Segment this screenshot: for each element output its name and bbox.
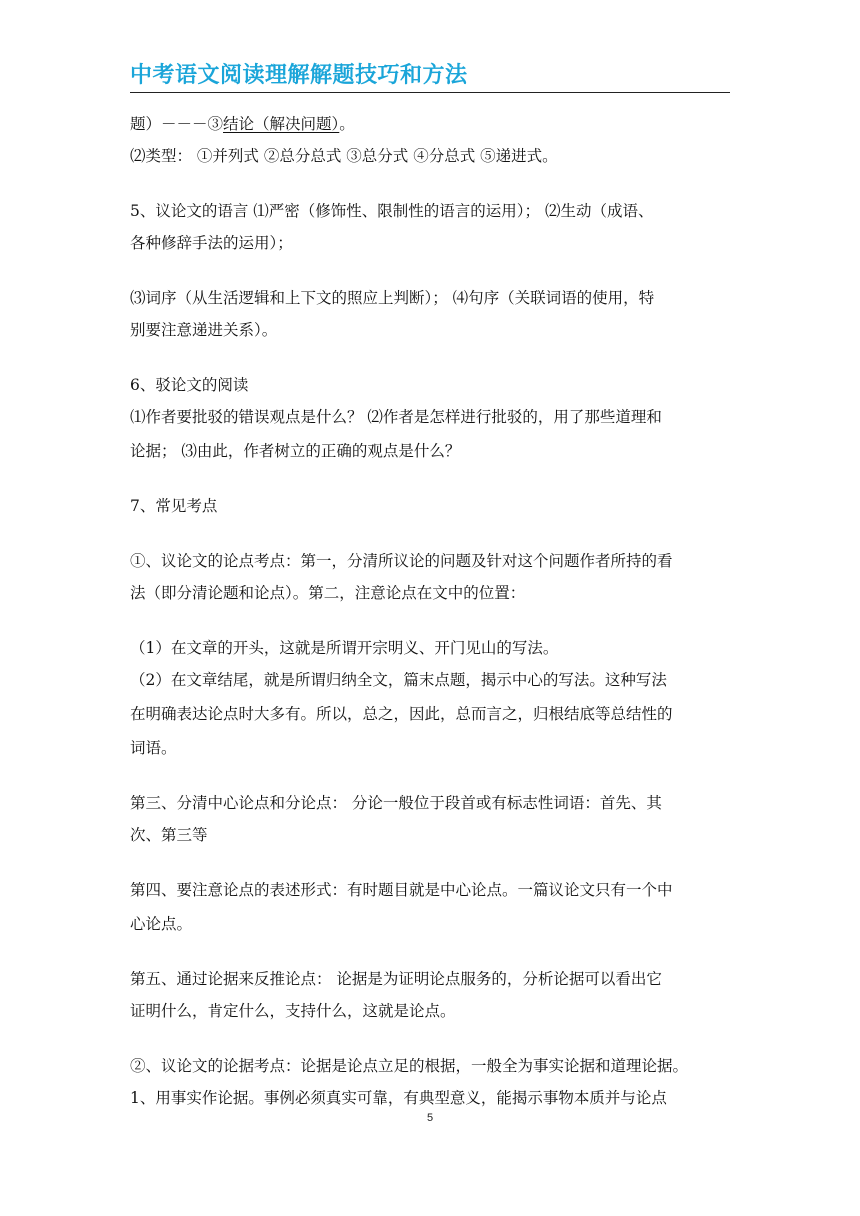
text-span: 。	[339, 115, 355, 133]
text-line: 第五、通过论据来反推论点： 论据是为证明论点服务的，分析论据可以看出它	[130, 970, 662, 988]
underlined-text: 结论（解决问题）	[223, 115, 340, 133]
text-span: 题）－－－③	[130, 115, 224, 133]
text-line: 词语。	[130, 739, 177, 757]
text-line: 在明确表达论点时大多有。所以，总之，因此，总而言之，归根结底等总结性的	[130, 705, 673, 723]
text-line: （1）在文章的开头，这就是所谓开宗明义、开门见山的写法。	[130, 639, 559, 657]
text-line: ⑵类型： ①并列式 ②总分总式 ③总分式 ④分总式 ⑤递进式。	[130, 147, 558, 165]
text-line: 证明什么，肯定什么，支持什么，这就是论点。	[130, 1002, 456, 1020]
text-line: 心论点。	[130, 915, 193, 933]
header-divider	[130, 92, 730, 93]
text-line: （2）在文章结尾，就是所谓归纳全文，篇末点题，揭示中心的写法。这种写法	[130, 671, 667, 689]
text-line: ⑴作者要批驳的错误观点是什么？ ⑵作者是怎样进行批驳的，用了那些道理和	[130, 408, 662, 426]
section-heading: 7、常见考点	[130, 497, 218, 515]
text-line: ⑶词序（从生活逻辑和上下文的照应上判断）； ⑷句序（关联词语的使用，特	[130, 289, 655, 307]
text-line: 5、议论文的语言 ⑴严密（修饰性、限制性的语言的运用）； ⑵生动（成语、	[130, 202, 654, 220]
text-line: ②、议论文的论据考点：论据是论点立足的根据，一般全为事实论据和道理论据。	[130, 1057, 689, 1075]
page-number: 5	[426, 1112, 434, 1124]
text-line: 第四、要注意论点的表述形式：有时题目就是中心论点。一篇议论文只有一个中	[130, 881, 673, 899]
text-line	[130, 111, 730, 137]
text-line: 论据； ⑶由此，作者树立的正确的观点是什么？	[130, 442, 461, 460]
text-line: 各种修辞手法的运用）；	[130, 234, 293, 252]
header-title: 中考语文阅读理解解题技巧和方法	[130, 63, 468, 88]
text-line: 第三、分清中心论点和分论点： 分论一般位于段首或有标志性词语：首先、其	[130, 794, 662, 812]
text-line: 别要注意递进关系）。	[130, 321, 278, 339]
section-heading: 6、驳论文的阅读	[130, 376, 249, 394]
text-line: 1、用事实作论据。事例必须真实可靠，有典型意义，能揭示事物本质并与论点	[130, 1089, 667, 1107]
text-line: ①、议论文的论点考点：第一，分清所议论的问题及针对这个问题作者所持的看	[130, 552, 673, 570]
text-line: 法（即分清论题和论点）。第二，注意论点在文中的位置：	[130, 584, 526, 602]
text-line: 次、第三等	[130, 826, 208, 844]
